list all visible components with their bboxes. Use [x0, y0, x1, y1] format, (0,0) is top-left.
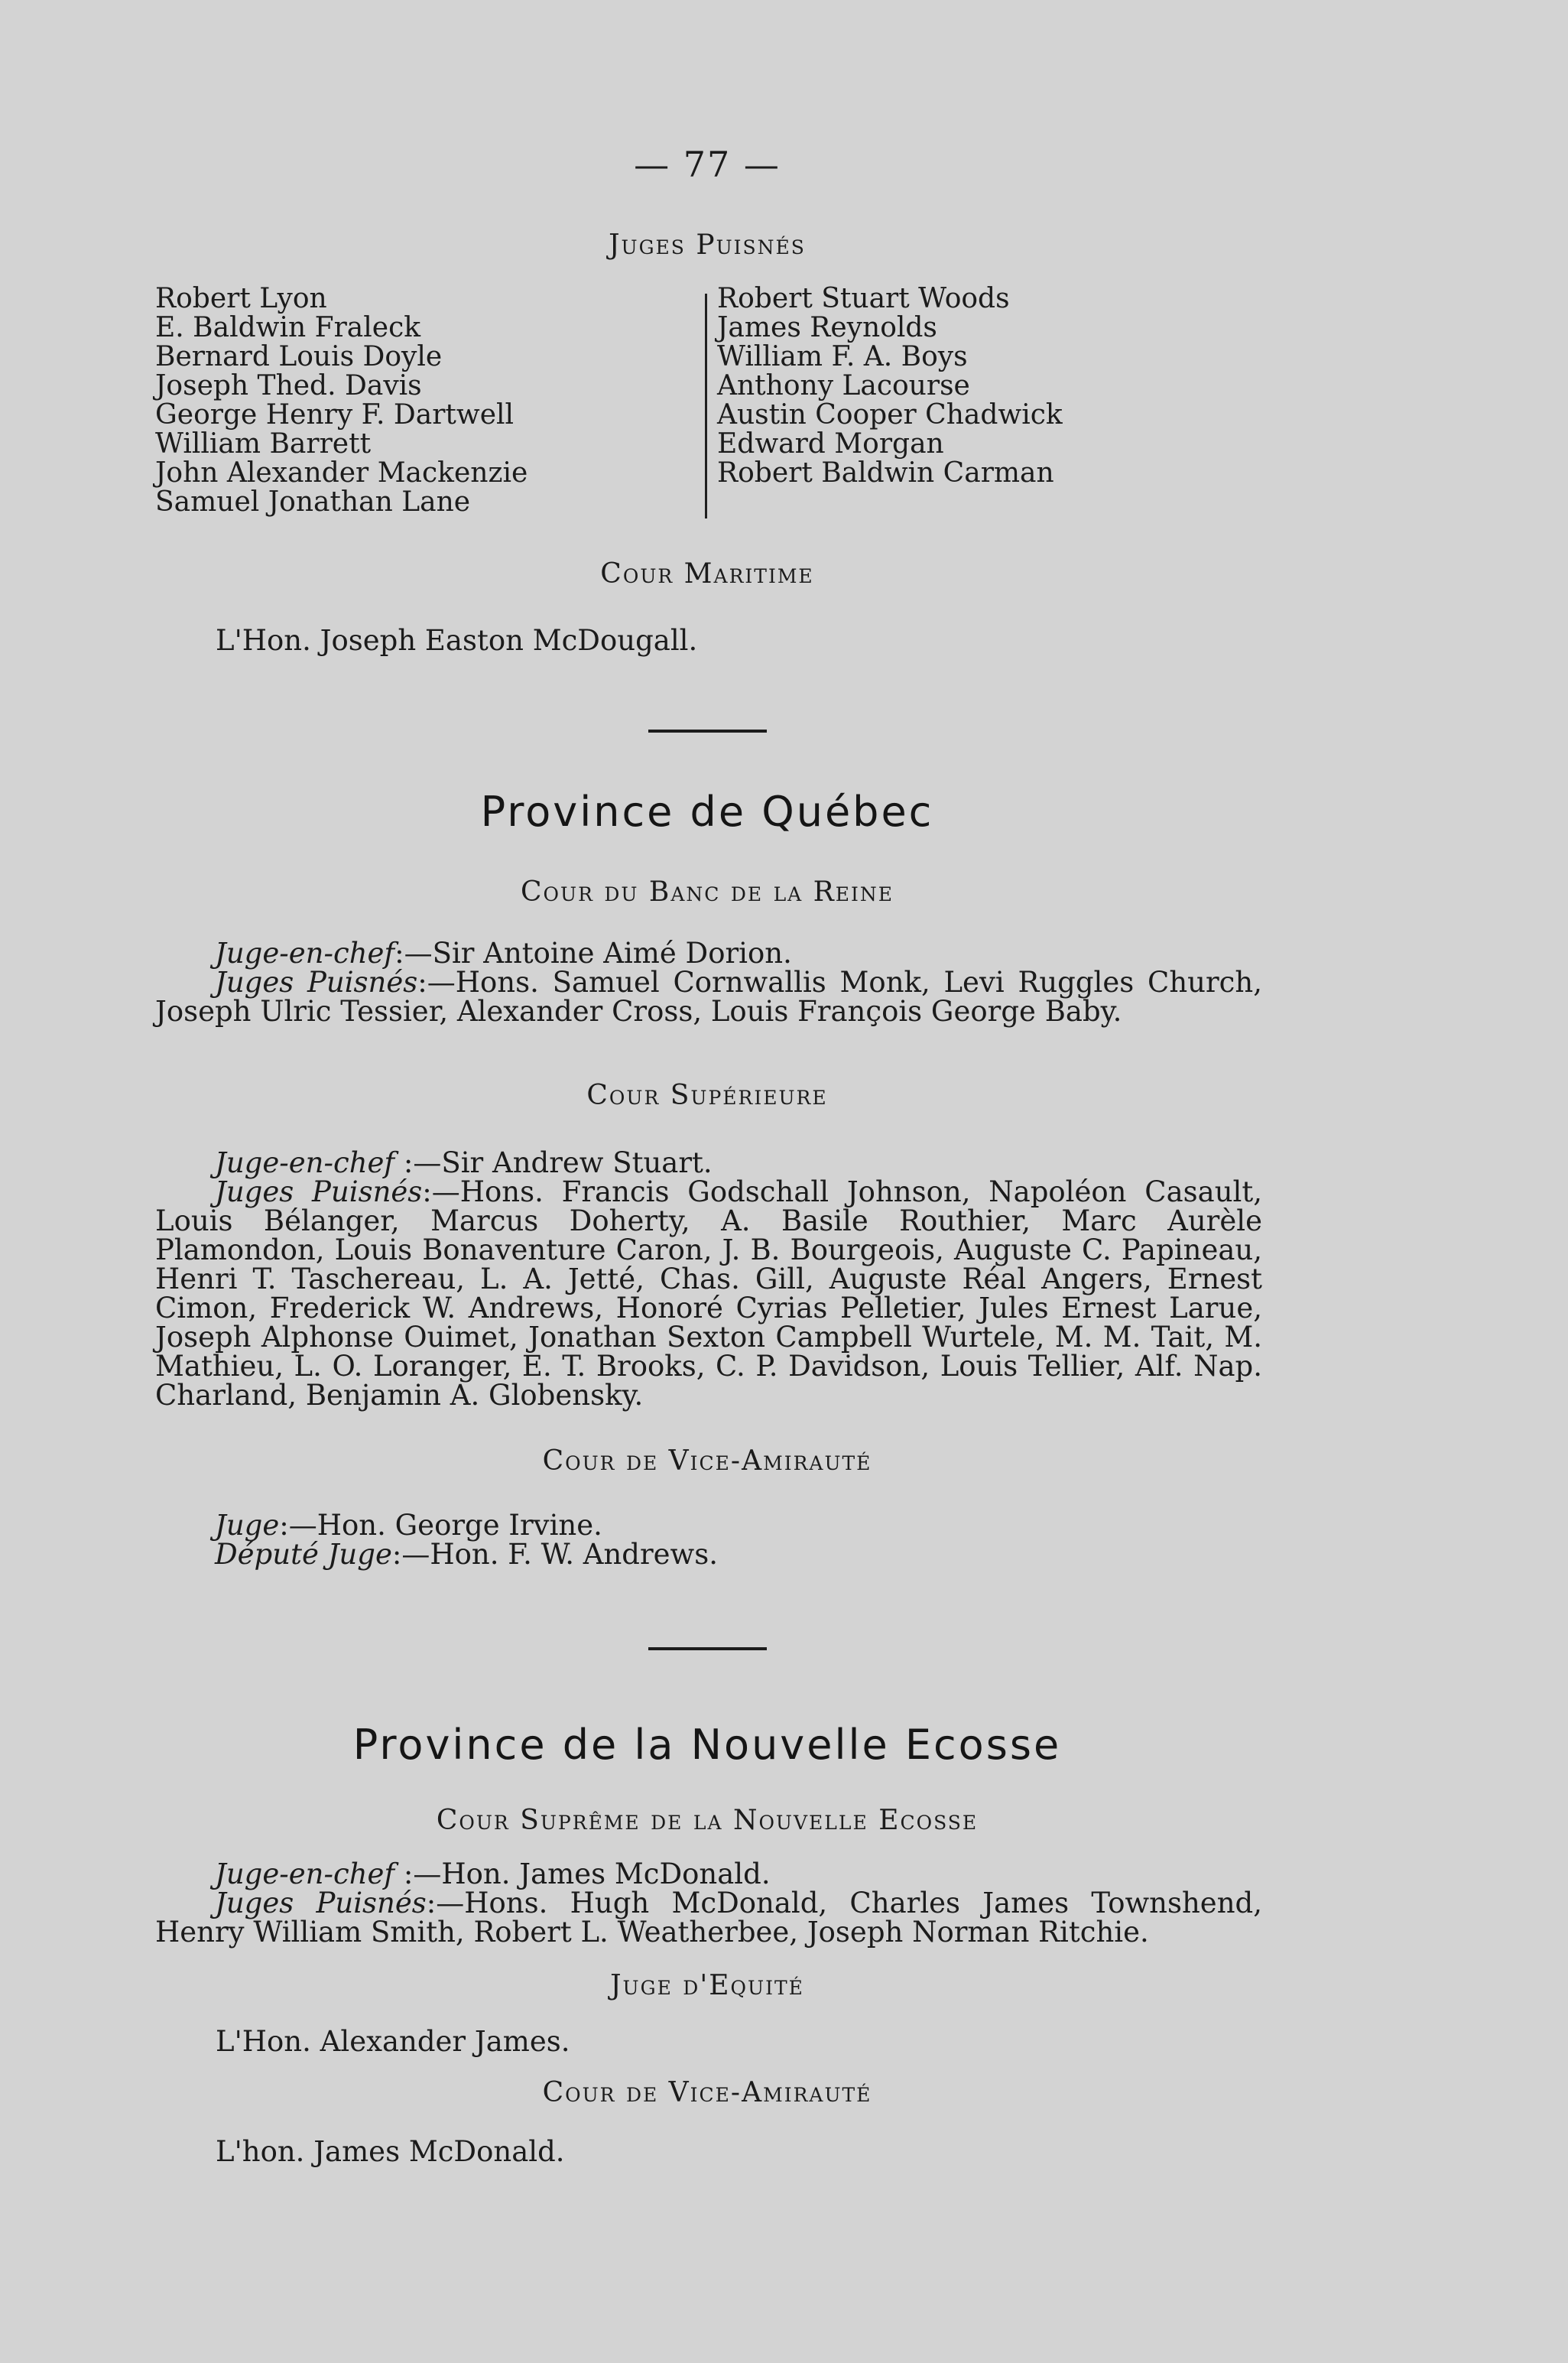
- supreme-puisne-judges: [155, 1889, 1262, 1947]
- judge-name: Robert Lyon: [155, 283, 327, 314]
- judge-name: John Alexander Mackenzie: [155, 457, 528, 489]
- role-names: :—Hons. Francis Godschall Johnson, Napoléon Casault, Louis Bélanger, Marcus Doherty, A. Basile Routhier, Marc Aurèle Plamondon, Louis Bonaventure Caron, J. B. Bourgeois, Auguste C. Papineau, Henri T. Taschereau, L. A. Jetté, Chas. Gill, Auguste Réal Angers, Ernest Cimon, Frederick W. Andrews, Honoré Cyrias Pelletier, Jules Ernest Larue, Joseph Alphonse Ouimet, Jonathan Sexton Campbell Wurtele, M. M. Tait, M. Mathieu, L. O. Loranger, E. T. Brooks, C. P. Davidson, Louis Tellier, Alf. Nap. Charland, Benjamin A. Globensky.: [155, 1175, 1262, 1412]
- vice-amiraute-judge: [155, 1511, 1262, 1540]
- cour-banc-reine-heading: Cour du Banc de la Reine: [520, 876, 894, 908]
- judge-name: Robert Stuart Woods: [717, 283, 1010, 314]
- section-divider: [648, 1647, 767, 1650]
- role-label: Juge-en-chef: [215, 1858, 395, 1890]
- quebec-vice-amiraute-heading: Cour de Vice-Amirauté: [542, 1445, 872, 1477]
- judge-name: Edward Morgan: [717, 428, 944, 460]
- juge-equite-judge: L'Hon. Alexander James.: [216, 2025, 570, 2058]
- role-label: Juges Puisnés: [215, 1887, 427, 1919]
- judge-name: William F. A. Boys: [717, 341, 968, 372]
- role-names: :—Sir Andrew Stuart.: [394, 1146, 713, 1179]
- role-label: Juges Puisnés: [215, 1175, 423, 1208]
- judge-name: William Barrett: [155, 428, 372, 460]
- juge-equite-heading: Juge d'Equité: [610, 1970, 804, 2001]
- judge-name: Anthony Lacourse: [717, 370, 970, 401]
- cour-supreme-heading: Cour Suprême de la Nouvelle Ecosse: [436, 1805, 979, 1836]
- role-names: :—Sir Antoine Aimé Dorion.: [394, 937, 792, 970]
- role-label: Juge: [215, 1509, 280, 1542]
- juges-puisnes-heading: Juges Puisnés: [609, 229, 806, 261]
- cour-maritime-heading: Cour Maritime: [600, 558, 814, 590]
- province-title-quebec: Province de Québec: [480, 788, 934, 836]
- vice-amiraute-deputy-judge: [155, 1540, 1262, 1569]
- column-divider: [705, 294, 707, 518]
- superieure-puisne-judges: [155, 1175, 1262, 1412]
- vice-amiraute-judge-ns: L'hon. James McDonald.: [216, 2135, 565, 2168]
- role-names: :—Hons. Samuel Cornwallis Monk, Levi Ruggles Church, Joseph Ulric Tessier, Alexander Cross, Louis François George Baby.: [155, 966, 1262, 1028]
- role-label: Député Juge: [215, 1538, 392, 1571]
- role-names: :—Hons. Hugh McDonald, Charles James Townshend, Henry William Smith, Robert L. Weatherbee, Joseph Norman Ritchie.: [155, 1887, 1262, 1949]
- section-divider: [648, 730, 767, 733]
- cour-superieure-heading: Cour Supérieure: [586, 1080, 828, 1111]
- role-names: :—Hon. James McDonald.: [394, 1858, 771, 1890]
- banc-puisne-judges: [155, 968, 1262, 1026]
- judges-right-column: [717, 284, 1063, 488]
- page-number: — 77 —: [634, 144, 781, 185]
- judge-name: James Reynolds: [717, 312, 937, 343]
- nouvelle-ecosse-vice-amiraute-heading: Cour de Vice-Amirauté: [542, 2077, 872, 2108]
- cour-maritime-judge: L'Hon. Joseph Easton McDougall.: [216, 624, 698, 657]
- supreme-chief-justice: [155, 1860, 1262, 1889]
- role-label: Juges Puisnés: [215, 966, 418, 999]
- role-names: :—Hon. George Irvine.: [279, 1509, 602, 1542]
- banc-chief-justice: [155, 939, 1262, 968]
- judges-left-column: [155, 284, 528, 517]
- judge-name: Austin Cooper Chadwick: [717, 399, 1063, 431]
- judge-name: E. Baldwin Fraleck: [155, 312, 421, 343]
- role-label: Juge-en-chef: [215, 937, 395, 970]
- province-title-nouvelle-ecosse: Province de la Nouvelle Ecosse: [352, 1721, 1062, 1769]
- judge-name: Joseph Thed. Davis: [155, 370, 422, 401]
- role-names: :—Hon. F. W. Andrews.: [391, 1538, 718, 1571]
- superieure-chief-justice: [155, 1146, 1262, 1179]
- judge-name: Samuel Jonathan Lane: [155, 486, 471, 518]
- judge-name: George Henry F. Dartwell: [155, 399, 515, 431]
- judge-name: Robert Baldwin Carman: [717, 457, 1054, 489]
- role-label: Juge-en-chef: [215, 1146, 395, 1179]
- judge-name: Bernard Louis Doyle: [155, 341, 443, 372]
